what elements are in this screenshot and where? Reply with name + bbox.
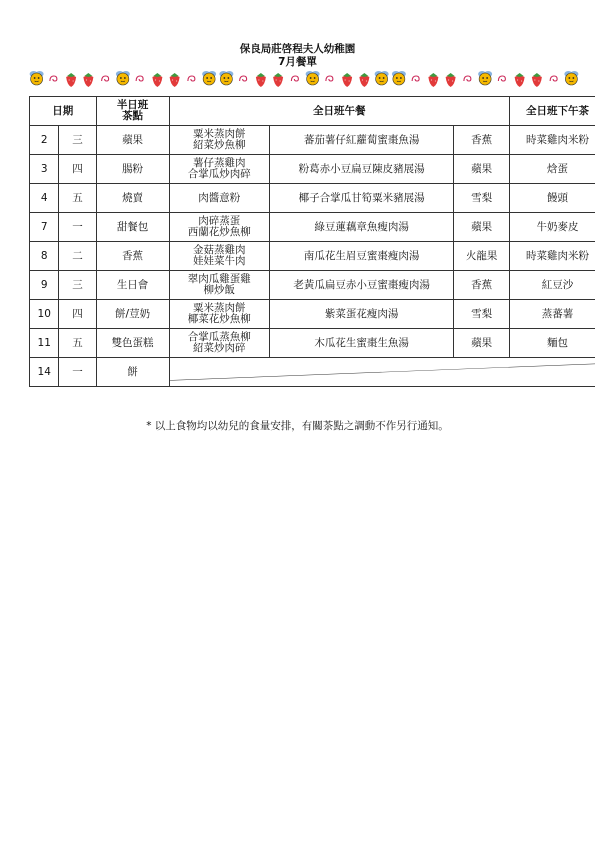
swirl-icon [464, 76, 471, 81]
day-cell: 2 [30, 126, 59, 155]
tea-cell: 蒸蕃薯 [509, 300, 595, 329]
table-row [30, 184, 595, 213]
bee-icon [30, 71, 44, 85]
school-name: 保良局莊啓程夫人幼稚園 [239, 43, 356, 55]
table-row [30, 242, 595, 271]
snack-cell: 蘋果 [96, 126, 169, 155]
table-row [30, 358, 595, 387]
weekday-cell: 一 [59, 213, 96, 242]
swirl-icon [550, 76, 557, 81]
table-row [30, 126, 595, 155]
menu-title: 7月餐單 [278, 56, 317, 68]
header-row [30, 97, 595, 126]
swirl-icon [102, 76, 109, 81]
strawberry-icon [428, 73, 438, 87]
snack-cell: 餅/荳奶 [96, 300, 169, 329]
bee-icon [375, 71, 389, 85]
fruit-cell: 香蕉 [454, 126, 510, 155]
header-full-day-tea: 全日班下午茶 [509, 97, 595, 126]
strawberry-icon [152, 73, 162, 87]
day-cell: 11 [30, 329, 59, 358]
bee-icon [392, 71, 406, 85]
soup-cell: 綠豆蓮藕章魚瘦肉湯 [269, 213, 453, 242]
swirl-icon [412, 76, 419, 81]
fruit-cell: 香蕉 [454, 271, 510, 300]
tea-cell: 紅豆沙 [509, 271, 595, 300]
day-cell: 14 [30, 358, 59, 387]
table-row [30, 213, 595, 242]
swirl-icon [498, 76, 505, 81]
main-dish-cell: 金菇蒸雞肉 娃娃菜牛肉 [169, 242, 269, 271]
weekday-cell: 三 [59, 126, 96, 155]
soup-cell: 椰子合掌瓜甘筍粟米豬展湯 [269, 184, 453, 213]
swirl-icon [326, 76, 333, 81]
strawberry-icon [273, 73, 283, 87]
day-cell: 3 [30, 155, 59, 184]
main-dish-cell: 粟米蒸肉餅 椰菜花炒魚柳 [169, 300, 269, 329]
strawberry-icon [342, 73, 352, 87]
fruit-cell: 火龍果 [454, 242, 510, 271]
snack-cell: 甜餐包 [96, 213, 169, 242]
weekday-cell: 三 [59, 271, 96, 300]
fruit-cell: 雪梨 [454, 184, 510, 213]
snack-cell: 雙色蛋糕 [96, 329, 169, 358]
main-dish-cell: 肉碎蒸蛋 西蘭花炒魚柳 [169, 213, 269, 242]
snack-cell: 香蕉 [96, 242, 169, 271]
bee-icon [219, 71, 233, 85]
footnote: * 以上食物均以幼兒的食量安排，有關茶點之調動不作另行通知。 [146, 420, 449, 432]
fruit-cell: 蘋果 [454, 329, 510, 358]
strawberry-icon [532, 73, 542, 87]
table-row [30, 300, 595, 329]
tea-cell: 時菜雞肉米粉 [509, 126, 595, 155]
main-dish-cell: 合掌瓜蒸魚柳 紹菜炒肉碎 [169, 329, 269, 358]
table-row [30, 329, 595, 358]
tea-cell: 饅頭 [509, 184, 595, 213]
weekday-cell: 五 [59, 184, 96, 213]
cancelled-lunch-cell [169, 358, 595, 387]
bee-strawberry-border [28, 69, 580, 89]
weekday-cell: 五 [59, 329, 96, 358]
header-full-day-lunch: 全日班午餐 [169, 97, 509, 126]
strawberry-icon [170, 73, 180, 87]
weekday-cell: 一 [59, 358, 96, 387]
tea-cell: 麵包 [509, 329, 595, 358]
soup-cell: 南瓜花生眉豆蜜棗瘦肉湯 [269, 242, 453, 271]
bee-icon [306, 71, 320, 85]
swirl-icon [136, 76, 143, 81]
tea-cell: 牛奶麥皮 [509, 213, 595, 242]
weekday-cell: 四 [59, 155, 96, 184]
bee-icon [564, 71, 578, 85]
swirl-icon [50, 76, 57, 81]
strike-line [170, 358, 595, 386]
table-row [30, 271, 595, 300]
menu-table [29, 96, 595, 387]
swirl-icon [291, 76, 298, 81]
day-cell: 4 [30, 184, 59, 213]
weekday-cell: 四 [59, 300, 96, 329]
snack-cell: 餅 [96, 358, 169, 387]
snack-cell: 生日會 [96, 271, 169, 300]
soup-cell: 紫菜蛋花瘦肉湯 [269, 300, 453, 329]
tea-cell: 焓蛋 [509, 155, 595, 184]
strawberry-icon [256, 73, 266, 87]
header-date: 日期 [30, 97, 97, 126]
swirl-icon [240, 76, 247, 81]
bee-icon [478, 71, 492, 85]
snack-cell: 腸粉 [96, 155, 169, 184]
swirl-icon [188, 76, 195, 81]
soup-cell: 老黃瓜扁豆赤小豆蜜棗瘦肉湯 [269, 271, 453, 300]
day-cell: 8 [30, 242, 59, 271]
day-cell: 9 [30, 271, 59, 300]
snack-cell: 燒賣 [96, 184, 169, 213]
bee-icon [202, 71, 216, 85]
weekday-cell: 二 [59, 242, 96, 271]
fruit-cell: 蘋果 [454, 155, 510, 184]
table-row [30, 155, 595, 184]
soup-cell: 木瓜花生蜜棗生魚湯 [269, 329, 453, 358]
main-dish-cell: 薯仔蒸雞肉 合掌瓜炒肉碎 [169, 155, 269, 184]
fruit-cell: 蘋果 [454, 213, 510, 242]
strawberry-icon [446, 73, 456, 87]
day-cell: 10 [30, 300, 59, 329]
main-dish-cell: 肉醬意粉 [169, 184, 269, 213]
fruit-cell: 雪梨 [454, 300, 510, 329]
main-dish-cell: 翠肉瓜雞蛋雞 柳炒飯 [169, 271, 269, 300]
strawberry-icon [66, 73, 76, 87]
header-half-day-snack: 半日班 茶點 [96, 97, 169, 126]
strawberry-icon [83, 73, 93, 87]
tea-cell: 時菜雞肉米粉 [509, 242, 595, 271]
main-dish-cell: 粟米蒸肉餅 紹菜炒魚柳 [169, 126, 269, 155]
soup-cell: 蕃茄薯仔紅蘿蔔蜜棗魚湯 [269, 126, 453, 155]
soup-cell: 粉葛赤小豆扁豆陳皮豬展湯 [269, 155, 453, 184]
strawberry-icon [359, 73, 369, 87]
bee-icon [116, 71, 130, 85]
strawberry-icon [515, 73, 525, 87]
day-cell: 7 [30, 213, 59, 242]
